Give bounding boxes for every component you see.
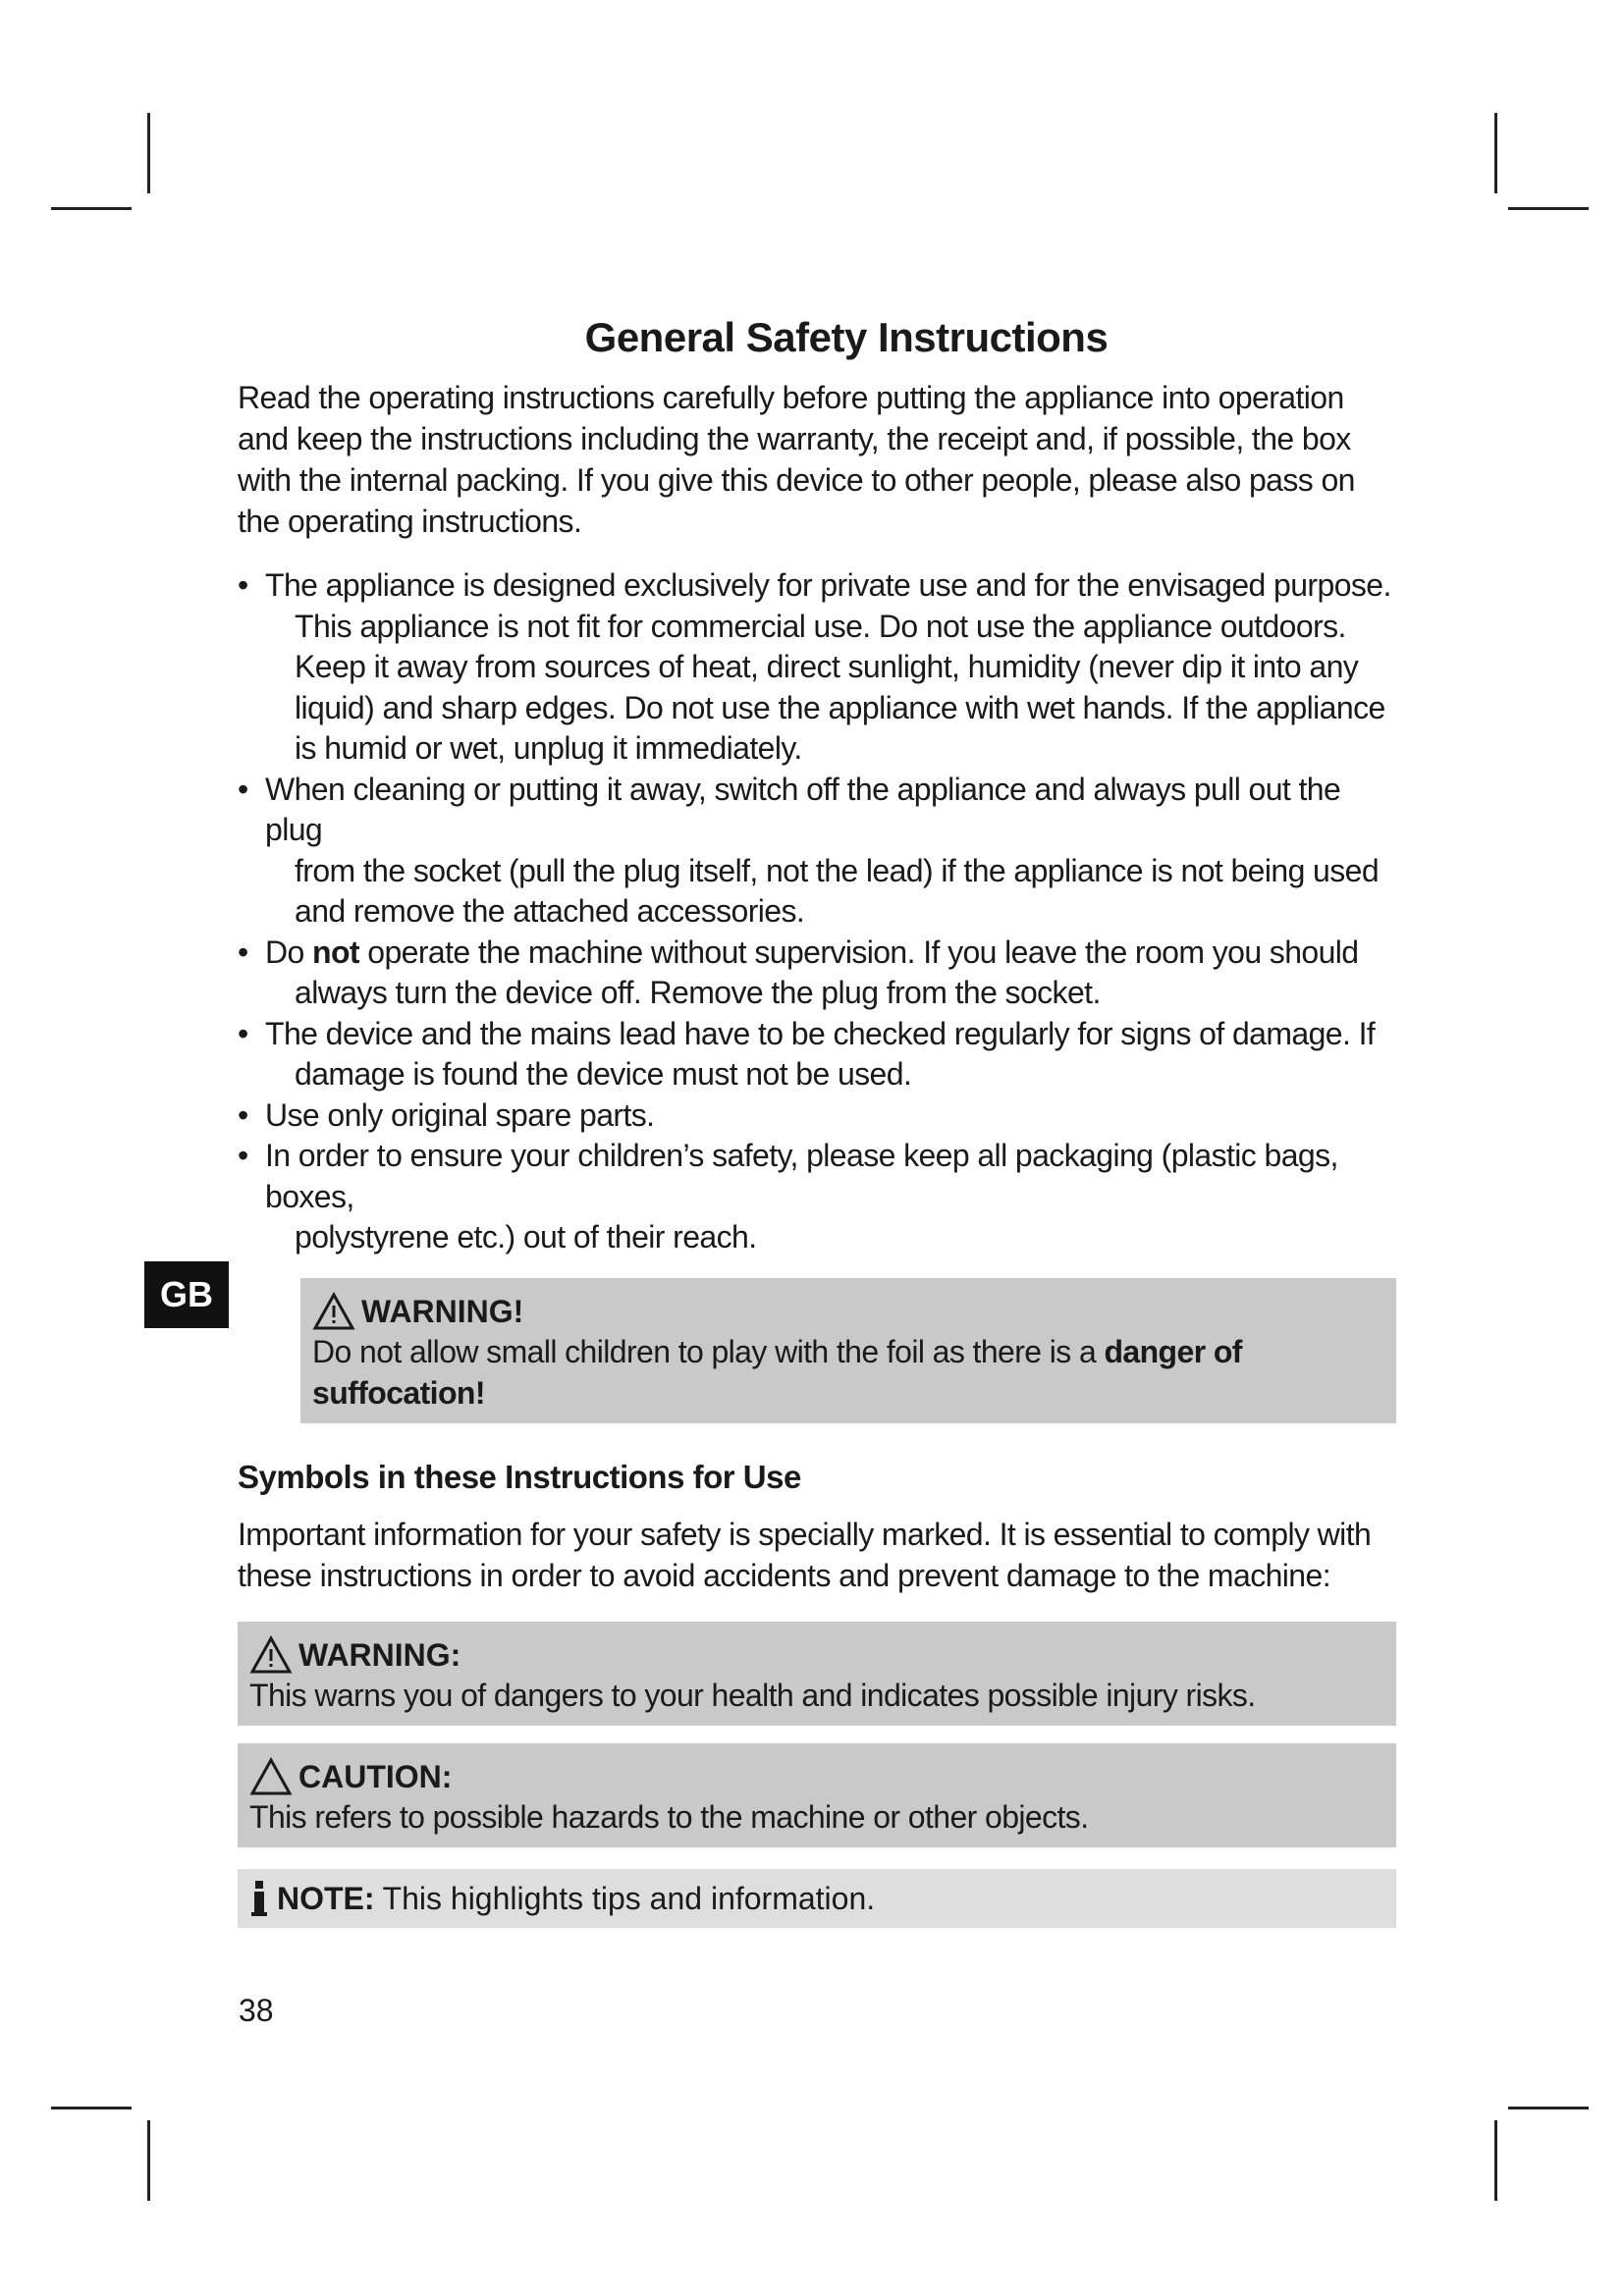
crop-mark xyxy=(51,207,132,210)
crop-mark xyxy=(147,113,150,193)
warning-heading: WARNING! xyxy=(361,1293,524,1329)
list-item: • Use only original spare parts. xyxy=(238,1096,655,1133)
symbols-heading: Symbols in these Instructions for Use xyxy=(238,1458,801,1495)
crop-mark xyxy=(1508,2107,1589,2109)
warning-icon xyxy=(312,1292,355,1331)
warning-icon xyxy=(249,1635,293,1675)
suffocation-warning-box xyxy=(300,1278,1396,1423)
main-content xyxy=(238,314,1396,1928)
list-item: • In order to ensure your children’s safety, please keep all packaging (plastic bags, boxes, polystyrene etc.) out of their reach. xyxy=(238,1138,1338,1255)
crop-mark xyxy=(51,2107,132,2109)
warning-heading: WARNING: xyxy=(298,1636,461,1673)
intro-paragraph: Read the operating instructions carefully before putting the appliance into operation and keep the instructions including the warranty, the receipt and, if possible, the box with the internal packing. If you give this device to other people, please also pass on the operating instructions. xyxy=(238,380,1355,539)
safety-list xyxy=(238,565,1396,1258)
warning-text: Do not allow small children to play with the foil as there is a danger of suffocation! xyxy=(312,1333,1242,1411)
page-number: 38 xyxy=(239,1993,274,2028)
list-item: • The device and the mains lead have to be checked regularly for signs of damage. If damage is found the device must not be used. xyxy=(238,1015,1376,1092)
list-item: • The appliance is designed exclusively for private use and for the envisaged purpose. This appliance is not fit for commercial use. Do not use the appliance outdoors. Keep it away from sources of heat, direct sunlight, humidity (never dip it into any liquid) and sharp edges. Do not use the appliance with wet hands. If the appliance is humid or wet, unplug it immediately. xyxy=(238,567,1391,766)
crop-mark xyxy=(1494,2120,1497,2201)
warning-text: This warns you of dangers to your health and indicates possible injury risks. xyxy=(249,1677,1256,1713)
note-symbol-box xyxy=(238,1869,1396,1928)
crop-mark xyxy=(1508,207,1589,210)
list-item: • Do not operate the machine without supervision. If you leave the room you should always turn the device off. Remove the plug from the socket. xyxy=(238,934,1359,1010)
list-item: • When cleaning or putting it away, switch off the appliance and always pull out the plug from the socket (pull the plug itself, not the lead) if the appliance is not being used and remove the attached accessories. xyxy=(238,771,1380,929)
info-icon xyxy=(249,1879,269,1918)
caution-symbol-box xyxy=(238,1743,1396,1847)
note-text: This highlights tips and information. xyxy=(382,1880,876,1916)
caution-heading: CAUTION: xyxy=(298,1758,453,1794)
language-tab: GB xyxy=(144,1261,229,1328)
page-title: General Safety Instructions xyxy=(584,314,1109,360)
warning-symbol-box xyxy=(238,1622,1396,1726)
caution-text: This refers to possible hazards to the machine or other objects. xyxy=(249,1798,1089,1835)
crop-mark xyxy=(147,2120,150,2201)
symbols-intro: Important information for your safety is specially marked. It is essential to comply with these instructions in order to avoid accidents and prevent damage to the machine: xyxy=(238,1516,1372,1593)
crop-mark xyxy=(1494,113,1497,193)
caution-icon xyxy=(249,1757,293,1796)
note-heading: NOTE: xyxy=(277,1880,375,1916)
